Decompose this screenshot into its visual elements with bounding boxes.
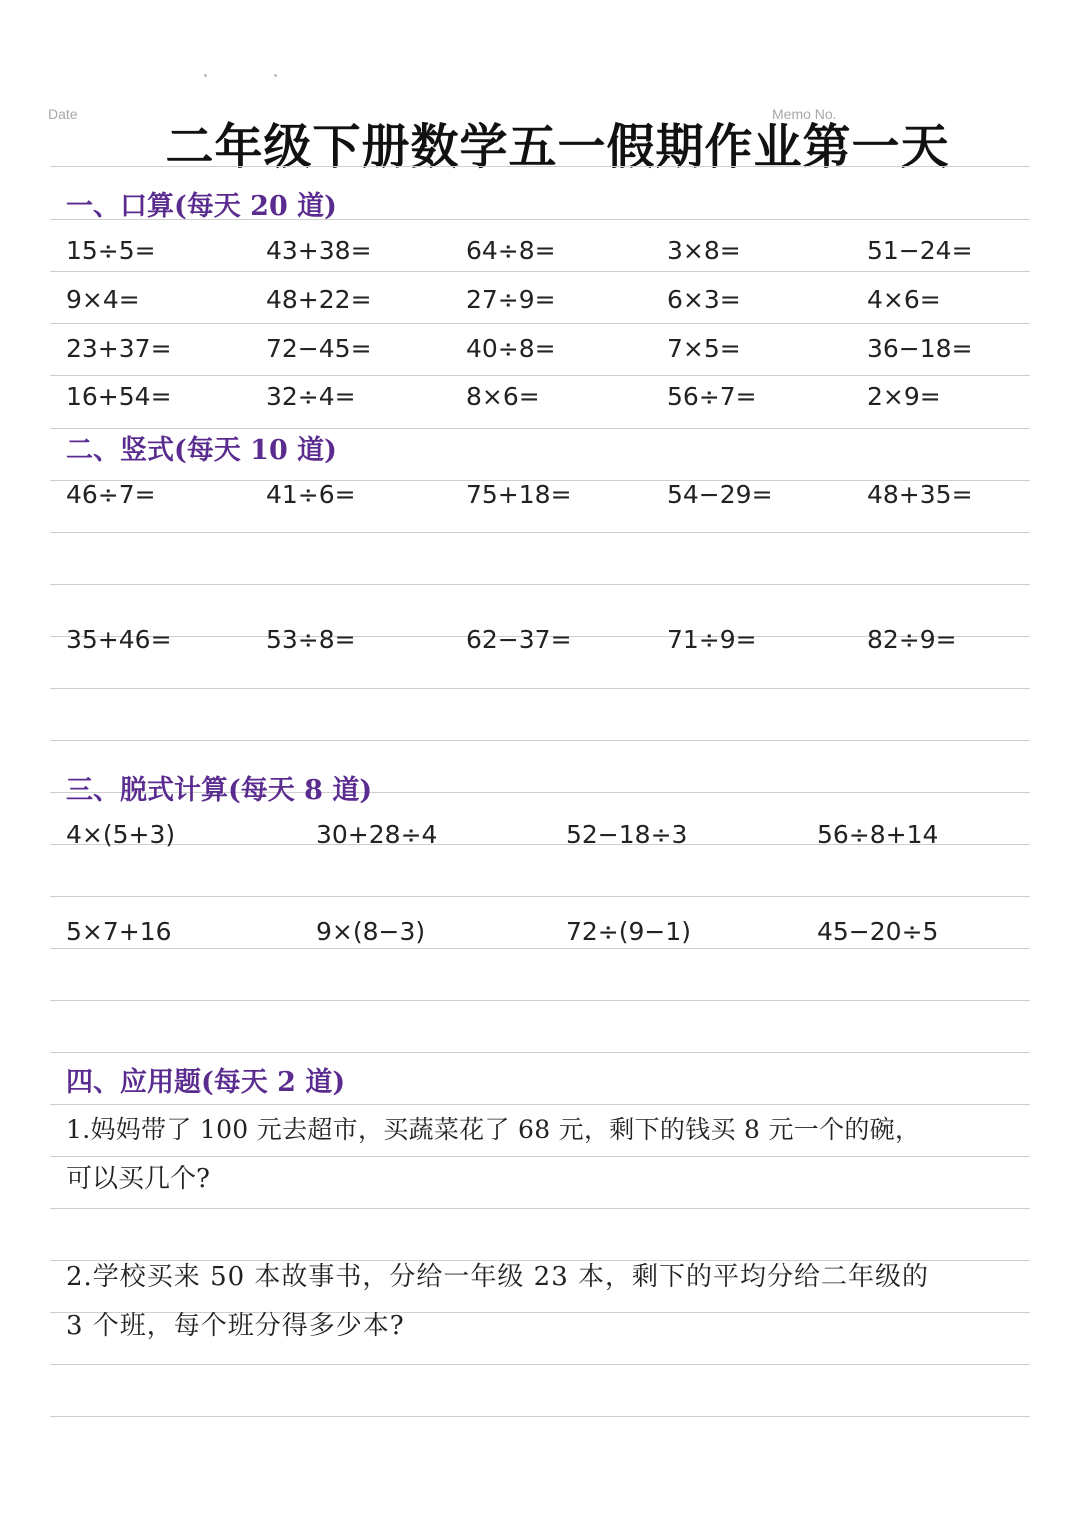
problem-stepwise: 52−18÷3	[566, 820, 688, 849]
problem-oral: 40÷8=	[466, 334, 556, 363]
rule-line	[50, 271, 1030, 272]
problem-oral: 43+38=	[266, 236, 372, 265]
problem-oral: 15÷5=	[66, 236, 156, 265]
problem-stepwise: 30+28÷4	[316, 820, 438, 849]
rule-line	[50, 948, 1030, 949]
rule-line	[50, 896, 1030, 897]
speck	[274, 74, 277, 77]
memo-label: Memo No.	[772, 106, 837, 122]
problem-stepwise: 4×(5+3)	[66, 820, 176, 849]
rule-line	[50, 1364, 1030, 1365]
word-problem-1-line1: 1.妈妈带了 100 元去超市，买蔬菜花了 68 元，剩下的钱买 8 元一个的碗，	[66, 1115, 921, 1144]
speck	[204, 74, 207, 77]
rule-line	[50, 1208, 1030, 1209]
rule-line	[50, 166, 1030, 167]
rule-line	[50, 584, 1030, 585]
problem-oral: 72−45=	[266, 334, 372, 363]
section-heading-vertical: 二、竖式(每天 10 道)	[66, 435, 337, 466]
problem-vertical: 41÷6=	[266, 480, 356, 509]
problem-oral: 16+54=	[66, 382, 172, 411]
problem-vertical: 53÷8=	[266, 625, 356, 654]
problem-vertical: 48+35=	[867, 480, 973, 509]
problem-oral: 27÷9=	[466, 285, 556, 314]
problem-oral: 4×6=	[867, 285, 941, 314]
rule-line	[50, 688, 1030, 689]
problem-oral: 51−24=	[867, 236, 973, 265]
problem-stepwise: 72÷(9−1)	[566, 917, 692, 946]
problem-oral: 9×4=	[66, 285, 140, 314]
rule-line	[50, 1416, 1030, 1417]
problem-oral: 23+37=	[66, 334, 172, 363]
problem-stepwise: 45−20÷5	[817, 917, 939, 946]
word-problem-2-line1: 2.学校买来 50 本故事书，分给一年级 23 本，剩下的平均分给二年级的	[66, 1262, 930, 1292]
problem-vertical: 35+46=	[66, 625, 172, 654]
problem-oral: 2×9=	[867, 382, 941, 411]
problem-oral: 48+22=	[266, 285, 372, 314]
problem-oral: 36−18=	[867, 334, 973, 363]
problem-oral: 8×6=	[466, 382, 540, 411]
word-problem-2-line2: 3 个班，每个班分得多少本?	[66, 1311, 405, 1341]
page-title: 二年级下册数学五一假期作业第一天	[165, 119, 950, 175]
problem-oral: 56÷7=	[667, 382, 757, 411]
rule-line	[50, 1052, 1030, 1053]
rule-line	[50, 375, 1030, 376]
problem-stepwise: 56÷8+14	[817, 820, 939, 849]
section-heading-stepwise: 三、脱式计算(每天 8 道)	[66, 775, 373, 806]
problem-vertical: 75+18=	[466, 480, 572, 509]
rule-line	[50, 1156, 1030, 1157]
problem-vertical: 62−37=	[466, 625, 572, 654]
rule-line	[50, 1000, 1030, 1001]
problem-oral: 64÷8=	[466, 236, 556, 265]
section-heading-oral: 一、口算(每天 20 道)	[66, 191, 337, 222]
problem-oral: 3×8=	[667, 236, 741, 265]
problem-vertical: 71÷9=	[667, 625, 757, 654]
rule-line	[50, 323, 1030, 324]
rule-line	[50, 532, 1030, 533]
word-problem-1-line2: 可以买几个?	[66, 1164, 210, 1194]
problem-vertical: 54−29=	[667, 480, 773, 509]
rule-line	[50, 1104, 1030, 1105]
problem-vertical: 46÷7=	[66, 480, 156, 509]
date-label: Date	[48, 106, 78, 122]
problem-oral: 32÷4=	[266, 382, 356, 411]
rule-line	[50, 740, 1030, 741]
problem-oral: 6×3=	[667, 285, 741, 314]
problem-oral: 7×5=	[667, 334, 741, 363]
section-heading-word-problems: 四、应用题(每天 2 道)	[66, 1067, 346, 1098]
problem-vertical: 82÷9=	[867, 625, 957, 654]
problem-stepwise: 9×(8−3)	[316, 917, 426, 946]
problem-stepwise: 5×7+16	[66, 917, 172, 946]
